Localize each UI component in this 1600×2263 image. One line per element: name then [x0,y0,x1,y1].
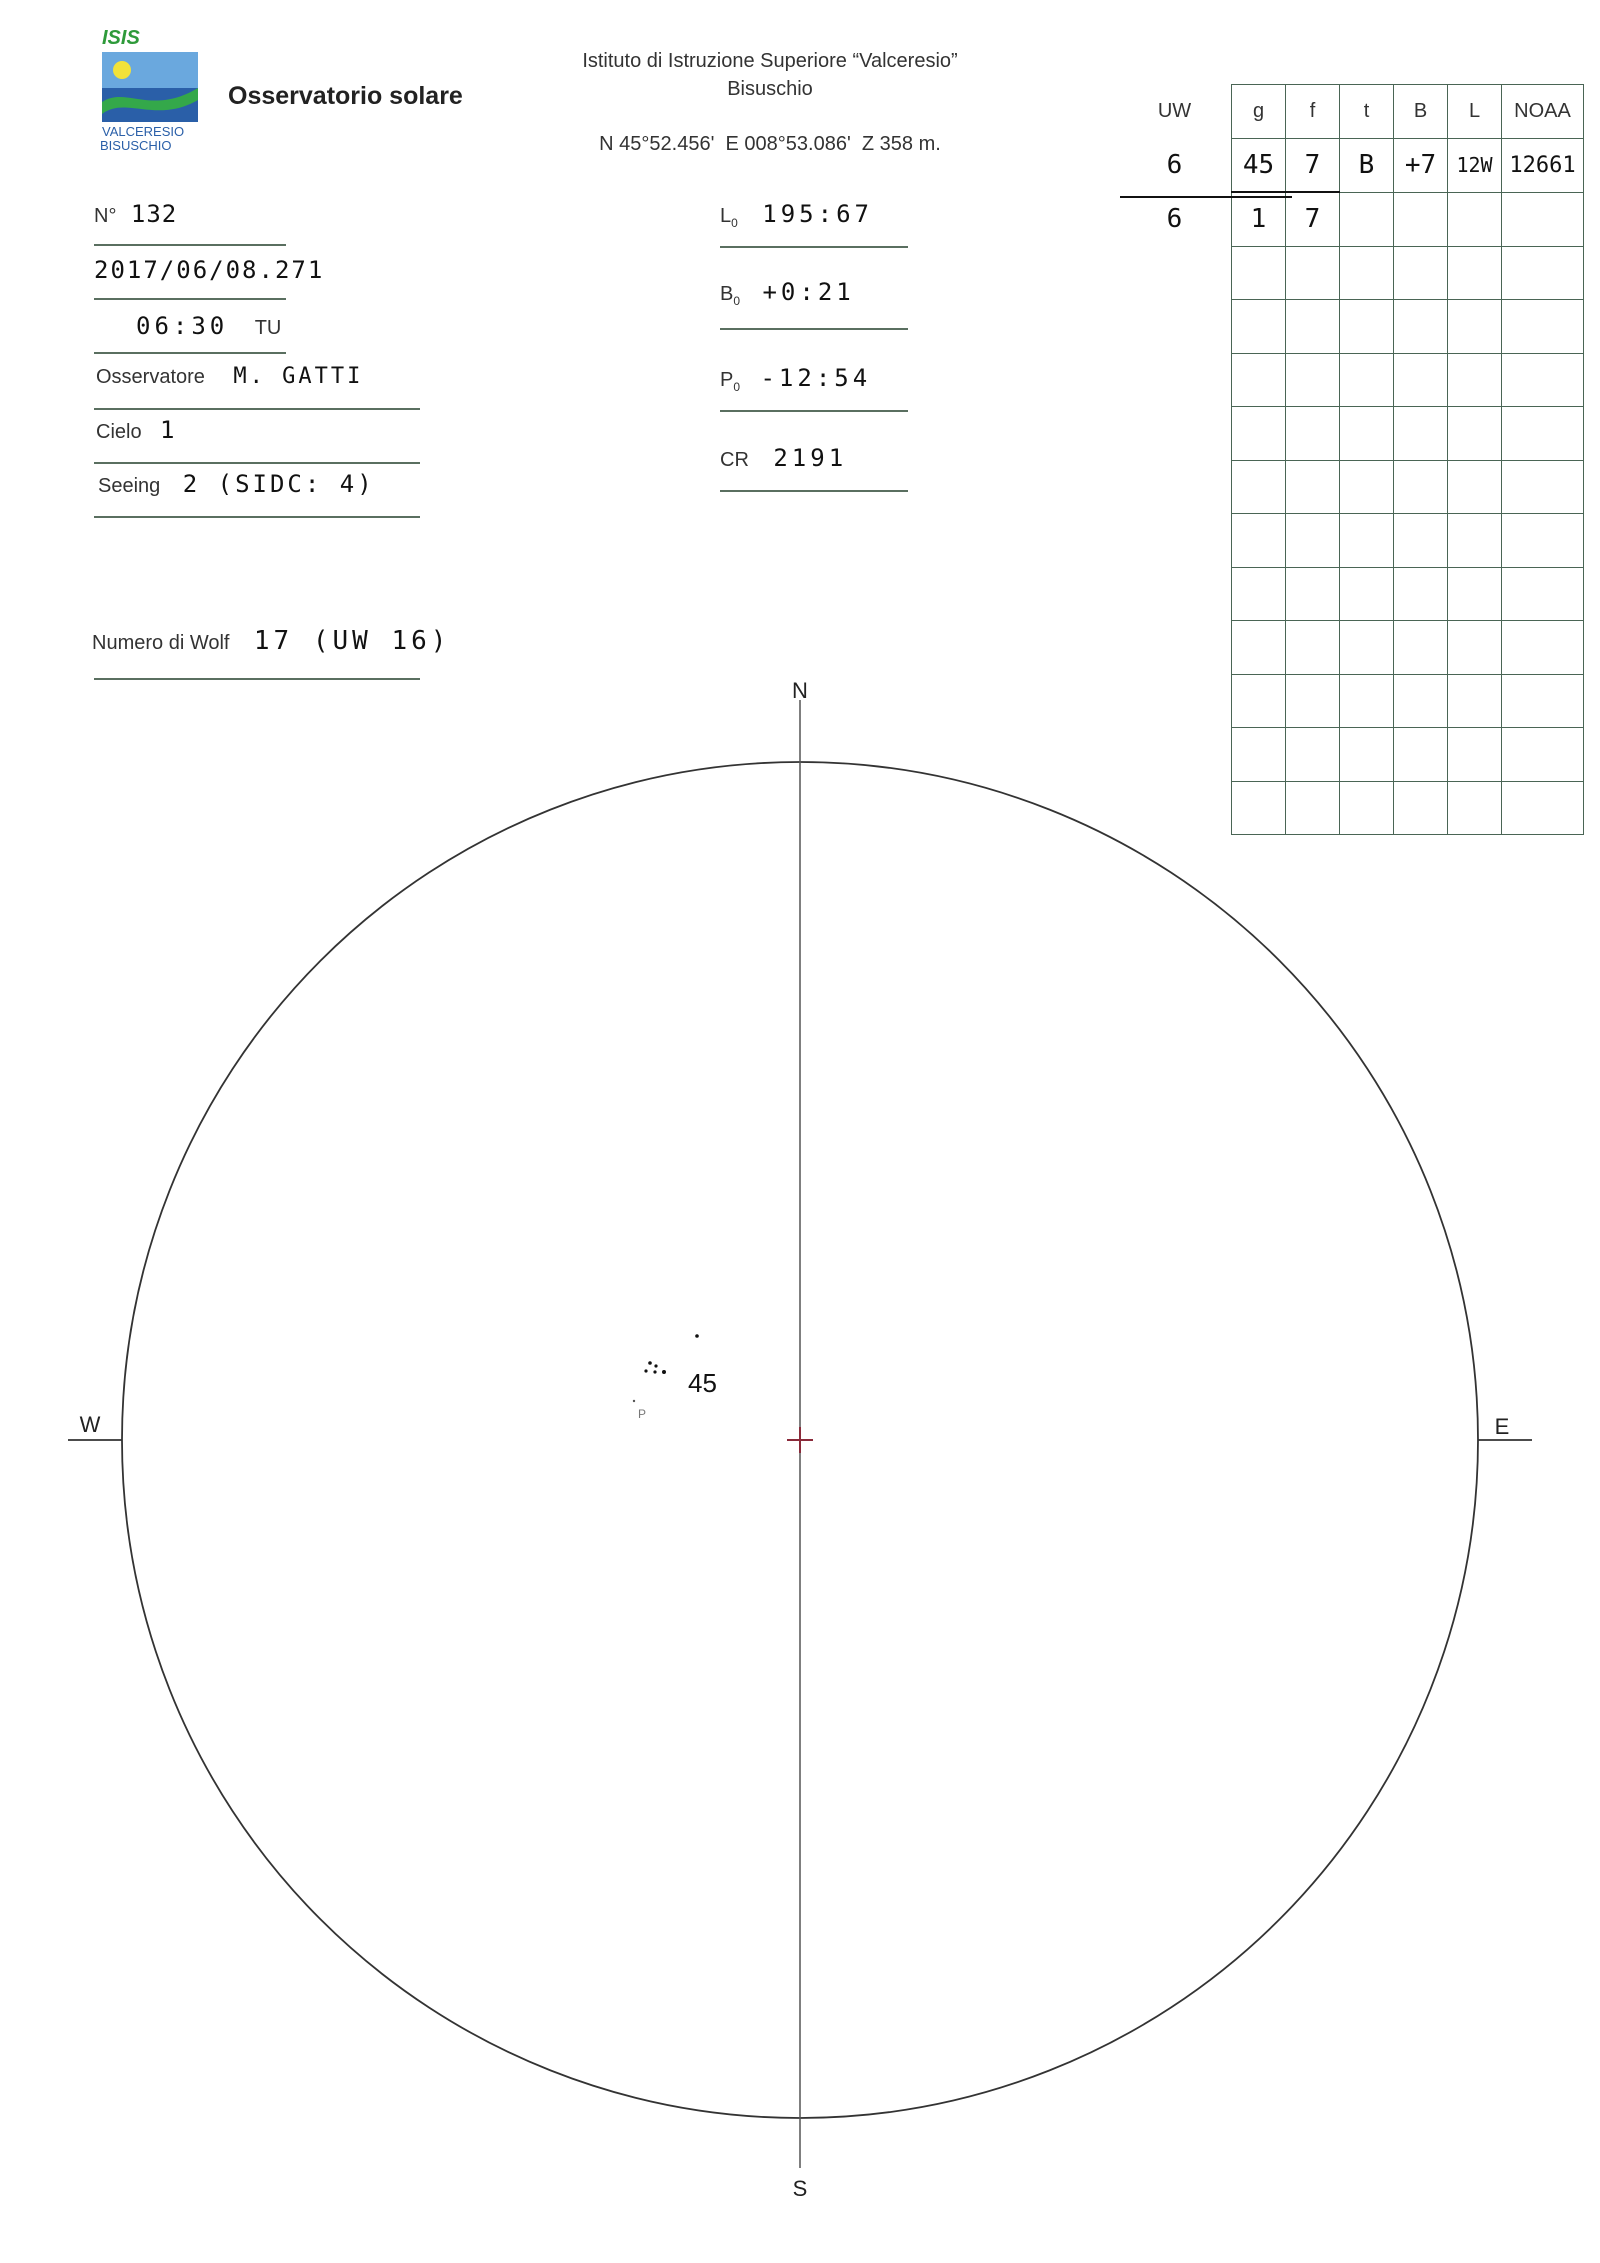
time-unit: TU [254,317,282,339]
cell-noaa: 12661 [1502,138,1584,192]
cell-g: 45 [1232,138,1286,192]
logo-sub2: BISUSCHIO [100,138,172,153]
coordinates: N 45°52.456' E 008°53.086' Z 358 m. [599,133,941,155]
l0-value: 195:67 [762,200,873,228]
seeing-label: Seeing [98,475,161,497]
observer-label: Osservatore [96,366,205,388]
header-l: L [1448,85,1502,139]
logo-sub1: VALCERESIO [102,124,185,139]
p0-label: $P_0$ [720,369,741,394]
east-label: E [1494,1414,1510,1439]
total-uw: 6 [1148,192,1202,246]
seeing-value: 2 (SIDC: 4) [182,470,375,498]
header-uw: UW [1148,85,1202,139]
number-label: N° [94,205,117,227]
cr-label: CR [720,449,749,471]
total-g: 1 [1232,192,1286,246]
sunspot [653,1370,656,1373]
west-label: W [79,1412,101,1437]
cell-uw: 6 [1148,138,1202,192]
cr-value: 2191 [773,444,848,472]
sunspot [648,1361,652,1365]
header-f: f [1286,85,1340,139]
header-b: B [1394,85,1448,139]
cell-t: B [1340,138,1394,192]
penumbra-mark: P [638,1407,647,1421]
b0-label: $B_0$ [720,283,741,308]
institute-name: Istituto di Istruzione Superiore “Valceresio” [582,50,958,72]
header-t: t [1340,85,1394,139]
wolf-label: Numero di Wolf [92,632,230,654]
date-value: 2017/06/08.271 [94,256,325,284]
l0-label: $L_0$ [720,205,738,230]
cell-l: 12W [1448,138,1502,192]
total-f: 7 [1286,192,1340,246]
logo-top-text: ISIS [102,28,140,49]
north-label: N [792,678,808,703]
number-value: 132 [130,200,178,228]
wolf-value: 17 (UW 16) [253,626,451,656]
sunspot [644,1369,647,1372]
institute-town: Bisuschio [727,78,813,100]
sky-label: Cielo [96,421,142,443]
south-label: S [792,2176,808,2201]
sunspot [654,1364,657,1367]
observer-value: M. GATTI [233,364,364,389]
sunspot [633,1400,635,1402]
header-noaa: NOAA [1502,85,1584,139]
observatory-title: Osservatorio solare [228,82,463,110]
cell-b: +7 [1394,138,1448,192]
sky-value: 1 [160,416,179,444]
sunspot [695,1334,699,1338]
sunspot [662,1370,666,1374]
cell-f: 7 [1286,138,1340,192]
header-g: g [1232,85,1286,139]
p0-value: -12:54 [760,364,872,392]
time-value: 06:30 [136,312,229,340]
group-number-label: 45 [688,1368,717,1398]
b0-value: +0:21 [762,278,855,306]
